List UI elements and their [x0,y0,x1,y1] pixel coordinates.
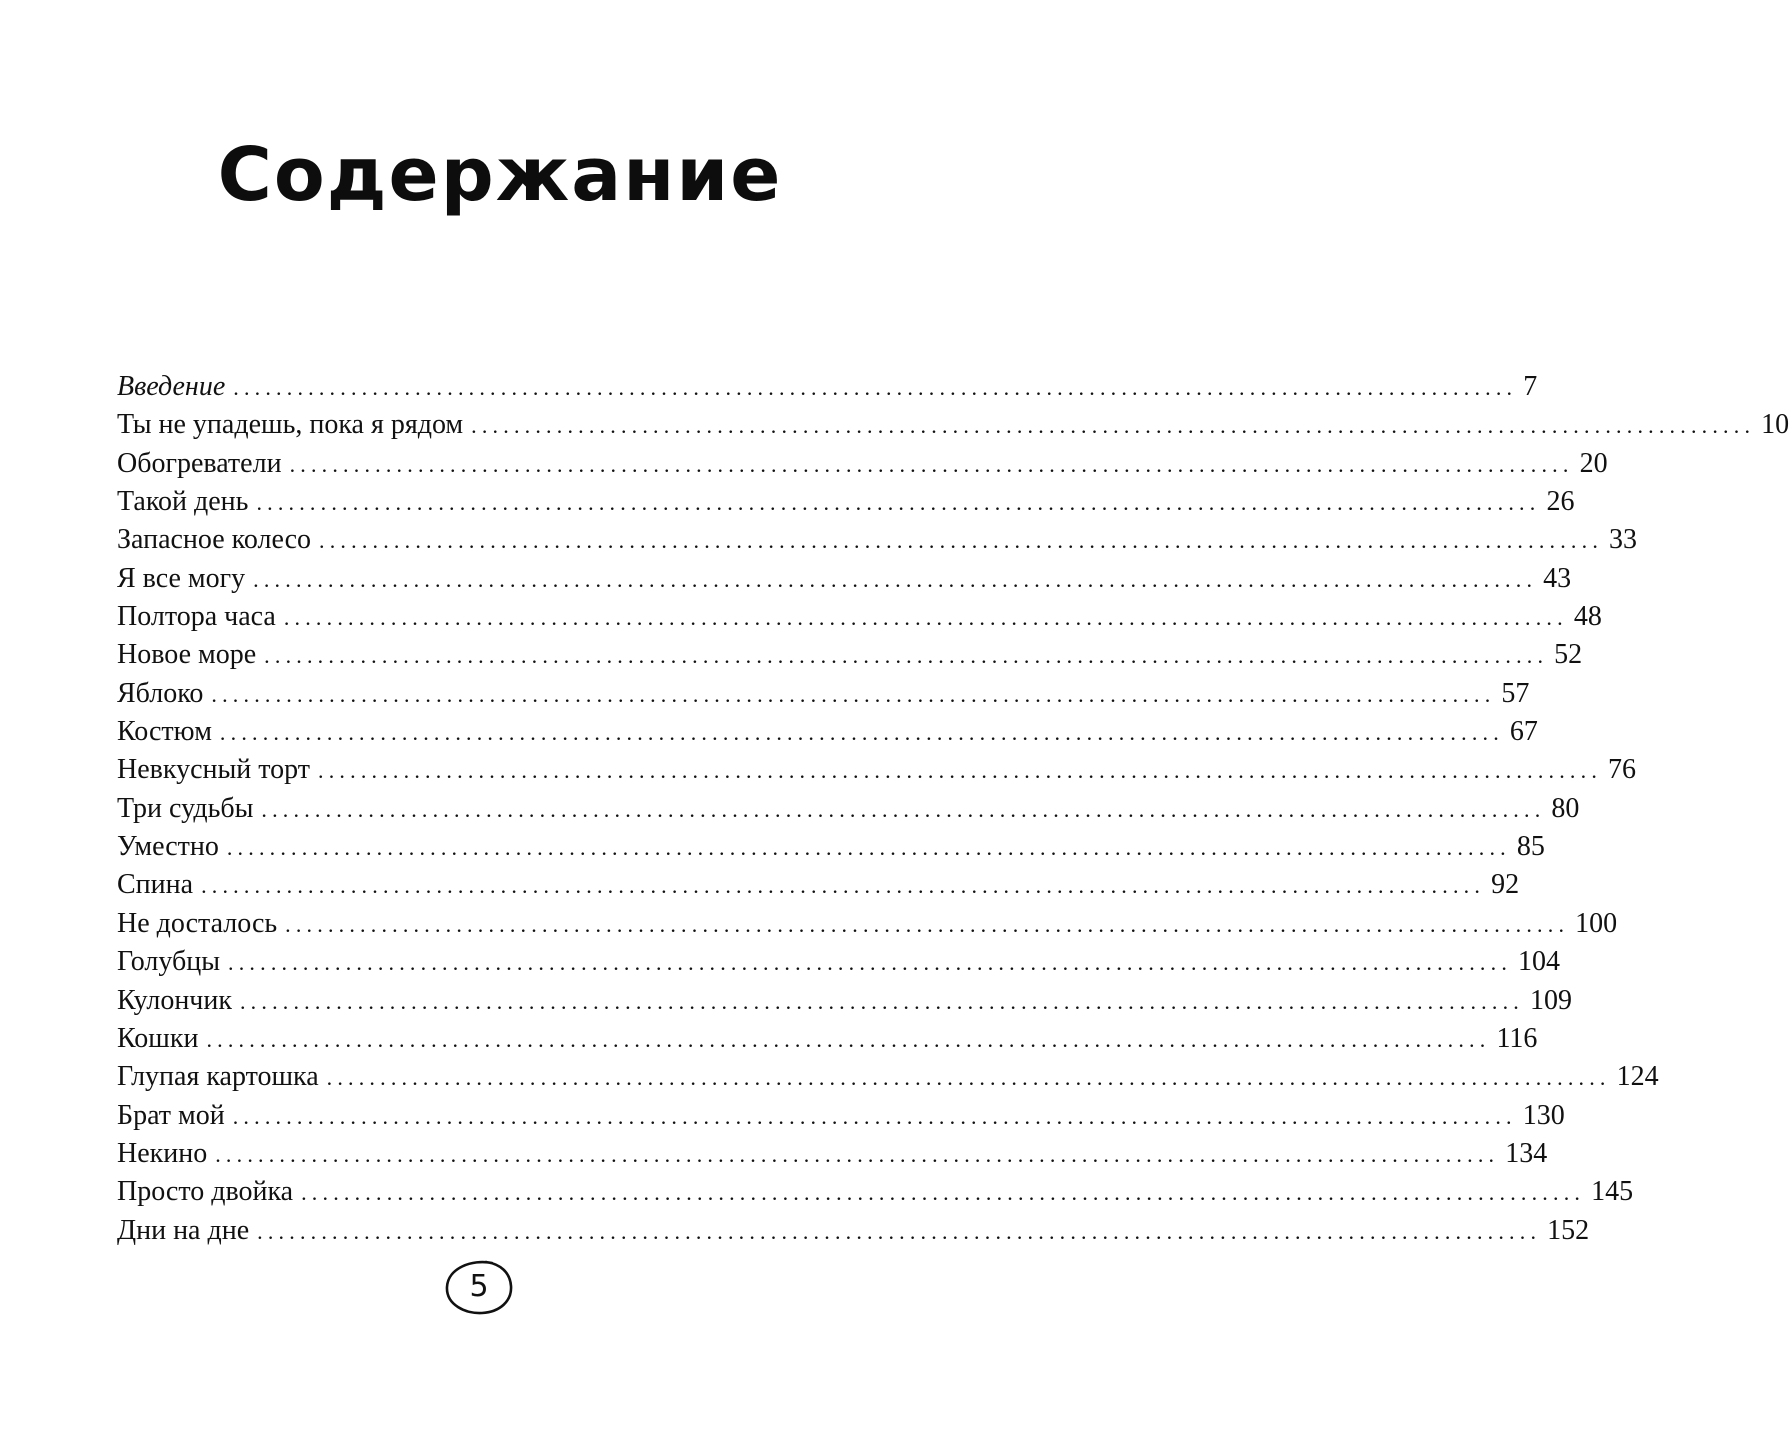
page-title: Содержание [217,132,783,218]
toc-entry [117,1135,1548,1173]
toc-entry-title: Яблоко [117,677,204,709]
toc-entry-page: 48 [1573,601,1602,633]
toc-leader-dots: ........................................................................................................................ [201,873,1486,899]
toc-leader-dots: ........................................................................................................................ [318,758,1603,784]
toc-leader-dots: ........................................................................................................................ [283,605,1568,631]
toc-leader-dots: ........................................................................................................................ [264,643,1549,669]
toc-entry-title: Некино [117,1137,208,1169]
toc-leader-dots: ........................................................................................................................ [232,1103,1517,1129]
toc-entry-page: 20 [1579,447,1608,479]
toc-entry [117,713,1538,751]
toc-entry-title: Обогреватели [117,447,282,479]
toc-entry-page: 33 [1609,524,1638,556]
toc-entry-page: 134 [1505,1137,1548,1169]
toc-leader-dots: ........................................................................................................................ [211,681,1496,707]
toc-entry-title: Глупая картошка [117,1061,319,1093]
toc-leader-dots: ........................................................................................................................ [215,1141,1500,1167]
toc-entry-title: Костюм [117,716,212,748]
table-of-contents [117,368,1789,1250]
toc-entry-page: 145 [1591,1176,1634,1208]
toc-leader-dots: ........................................................................................................................ [233,375,1518,400]
toc-entry-page: 130 [1522,1099,1565,1131]
toc-entry-page: 116 [1496,1022,1538,1054]
toc-entry [117,943,1561,981]
toc-entry [117,866,1520,904]
toc-entry [117,483,1575,521]
toc-leader-dots: ........................................................................................................................ [228,950,1513,976]
toc-entry-title: Голубцы [117,946,221,978]
toc-entry-title: Я все могу [117,562,246,594]
toc-leader-dots: ........................................................................................................................ [256,490,1541,516]
toc-leader-dots: ........................................................................................................................ [285,911,1570,937]
toc-entry-title: Полтора часа [117,601,276,633]
toc-entry [117,636,1583,674]
toc-entry [117,406,1789,444]
toc-leader-dots: ........................................................................................................................ [219,720,1504,746]
toc-entry-title: Ты не упадешь, пока я рядом [117,409,464,441]
toc-leader-dots: ........................................................................................................................ [289,451,1574,477]
toc-entry-page: 124 [1616,1061,1659,1093]
toc-entry-page: 67 [1509,716,1538,748]
toc-entry-page: 85 [1516,831,1545,863]
toc-entry [117,1097,1565,1135]
toc-entry-title: Введение [117,371,226,402]
toc-entry [117,1020,1538,1058]
page-number: 5 [469,1269,489,1304]
toc-entry-page: 57 [1501,677,1530,709]
toc-entry [117,982,1572,1020]
toc-leader-dots: ........................................................................................................................ [301,1180,1586,1206]
toc-entry-page: 26 [1546,486,1575,518]
toc-entry [117,445,1608,483]
toc-entry-page: 109 [1529,984,1572,1016]
toc-entry-title: Такой день [117,486,249,518]
toc-entry-page: 7 [1523,371,1538,402]
toc-entry-title: Уместно [117,831,219,863]
toc-leader-dots: ........................................................................................................................ [261,796,1546,822]
toc-entry-title: Дни на дне [117,1214,250,1246]
toc-leader-dots: ........................................................................................................................ [226,835,1511,861]
toc-entry [117,1058,1659,1096]
toc-entry-page: 152 [1547,1214,1590,1246]
toc-entry [117,828,1545,866]
toc-entry-page: 43 [1543,562,1572,594]
toc-entry [117,521,1638,559]
toc-entry-page: 104 [1518,946,1561,978]
toc-leader-dots: ........................................................................................................................ [253,566,1538,592]
toc-entry-page: 10 [1761,409,1789,441]
toc-entry-title: Кулончик [117,984,232,1016]
toc-entry-title: Новое море [117,639,257,671]
toc-entry [117,1212,1590,1250]
toc-entry [117,790,1580,828]
toc-entry-title: Три судьбы [117,792,254,824]
toc-entry-page: 52 [1554,639,1583,671]
toc-entry-page: 92 [1491,869,1520,901]
toc-entry [117,1173,1634,1211]
toc-entry-page: 76 [1608,754,1637,786]
toc-entry-title: Кошки [117,1022,199,1054]
toc-entry-page: 80 [1551,792,1580,824]
toc-leader-dots: ........................................................................................................................ [239,988,1524,1014]
toc-leader-dots: ........................................................................................................................ [319,528,1604,554]
toc-entry-title: Просто двойка [117,1176,294,1208]
toc-entry-title: Запасное колесо [117,524,312,556]
toc-leader-dots: ........................................................................................................................ [257,1218,1542,1244]
toc-entry [117,751,1637,789]
toc-leader-dots: ........................................................................................................................ [206,1026,1491,1052]
toc-entry-title: Не досталось [117,907,278,939]
toc-entry-title: Невкусный торт [117,754,311,786]
toc-entry-page: 100 [1575,907,1618,939]
toc-leader-dots: ........................................................................................................................ [326,1065,1611,1091]
toc-leader-dots: ........................................................................................................................ [471,413,1756,439]
toc-entry-title: Брат мой [117,1099,225,1131]
toc-entry [117,368,1538,406]
toc-entry-title: Спина [117,869,194,901]
toc-entry [117,560,1572,598]
toc-entry [117,598,1602,636]
toc-entry [117,905,1618,943]
page-number-badge [442,1258,516,1316]
toc-entry [117,675,1530,713]
